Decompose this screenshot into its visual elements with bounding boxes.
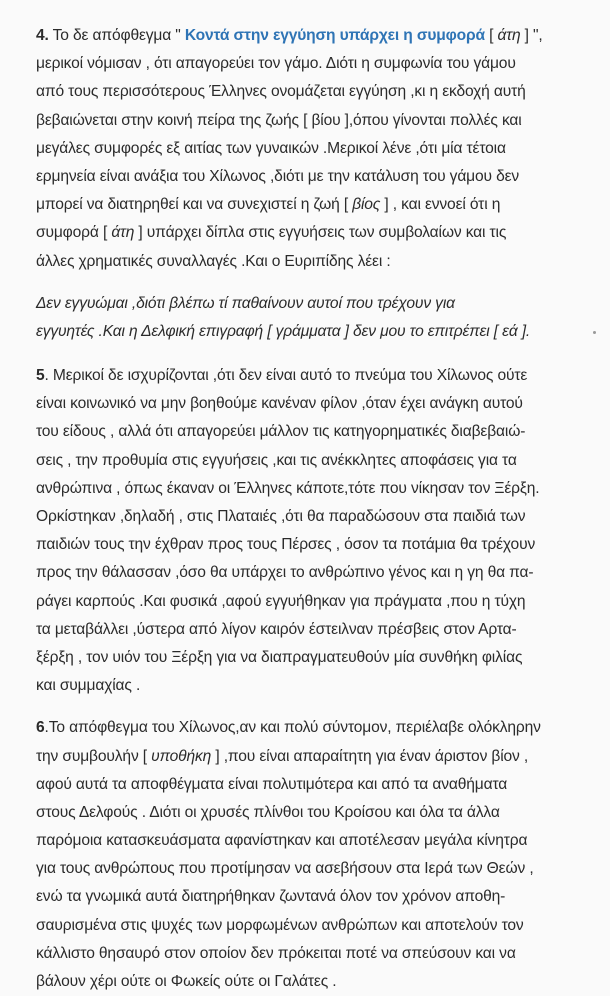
text-line: ερμηνεία είναι ανάξια του Χίλωνος ,διότι με την κατάλυση του γάμου δεν	[36, 167, 520, 185]
text-line	[36, 743, 602, 771]
text-line: ξέρξη , τον υιόν του Ξέρξη για να διαπραγματευθούν μία συνθήκη φιλίας	[36, 648, 523, 666]
text-span: [	[484, 27, 498, 44]
paragraph-5	[36, 362, 602, 700]
text-line: παιδιών τους την έχθραν προς τους Πέρσες , όσον τα ποτάμια θα τρέχουν	[36, 536, 536, 554]
text-span: ] , και εννοεί ότι η	[380, 196, 501, 214]
text-line: μεγάλες συμφορές εξ αιτίας των γυναικών .Μερικοί λένε ,ότι μία τέτοια	[36, 139, 506, 157]
text-line: ανθρώπινα , όπως έκαναν οι Έλληνες κάποτε,τότε που νίκησαν τον Ξέρξη.	[36, 479, 540, 497]
text-line: για τους ανθρώπους που προτίμησαν να ασεβήσουν στα Ιερά των Θεών ,	[36, 860, 534, 878]
document-page	[36, 22, 602, 996]
text-span: ] ,που είναι απαραίτητη για έναν άριστον βίον ,	[211, 747, 529, 765]
paragraph-number: 5	[36, 367, 45, 385]
text-line: σαυρισμένα στις ψυχές των μορφωμένων ανθρώπων και αποτελούν τον	[36, 916, 524, 934]
text-line: ράγει καρπούς .Και φυσικά ,αφού εγγυήθηκαν για πράγματα ,που η τύχη	[36, 592, 526, 610]
text-line: σεις , την προθυμία στις εγγυήσεις ,και τις ανέκκλητες αποφάσεις για τα	[36, 451, 517, 469]
text-span: την συμβουλήν [	[36, 747, 152, 765]
text-line: βάλουν χέρι ούτε οι Φωκείς ούτε οι Γαλάτες .	[36, 973, 337, 990]
text-line: Ορκίστηκαν ,δηλαδή , στις Πλαταιές ,ότι θα παραδώσουν στα παιδιά των	[36, 508, 526, 525]
text-line	[36, 191, 602, 219]
text-line: άλλες χρηματικές συναλλαγές .Και ο Ευριπίδης λέει :	[36, 252, 391, 270]
text-line: από τους περισσότερους Έλληνες ονομάζεται εγγύηση ,κι η εκδοχή αυτή	[36, 83, 526, 101]
text-line: βεβαιώνεται στην κοινή πείρα της ζωής [ βίου ],όπου γίνονται πολλές και	[36, 111, 522, 129]
italic-term: άτη	[111, 224, 135, 242]
text-line: προς την θάλασσαν ,όσο θα υπάρχει το ανθρώπινο γένος και η γη θα πα-	[36, 564, 534, 582]
paragraph-number: 6	[36, 719, 45, 737]
text-line	[36, 714, 602, 742]
text-line: και συμμαχίας .	[36, 677, 141, 695]
text-line	[36, 22, 602, 50]
text-span: Το δε απόφθεγμα "	[48, 27, 185, 44]
text-line: τα μεταβάλλει ,ύστερα από λίγον καιρόν έστειλναν πρέσβεις στον Αρτα-	[36, 620, 517, 638]
highlighted-quote: Κοντά στην εγγύηση υπάρχει η συμφορά	[184, 27, 485, 44]
text-line: κάλλιστο θησαυρό στον οποίον δεν πρόκειται ποτέ να σπεύσουν και να	[36, 944, 516, 962]
text-line	[36, 219, 602, 247]
text-line: είναι κοινωνικό να μην βοηθούμε κανέναν φίλον ,όταν έχει ανάγκη αυτού	[36, 395, 523, 413]
text-line: παρόμοια κατασκευάσματα αφανίστηκαν και αποτέλεσαν μεγάλα κίνητρα	[36, 832, 528, 850]
italic-term: άτη	[497, 27, 521, 44]
text-span: ] ",	[520, 27, 543, 44]
italic-term: βίος	[352, 196, 381, 214]
italic-term: υποθήκη	[151, 747, 212, 765]
paragraph-4	[36, 22, 602, 276]
text-line: μερικοί νόμισαν , ότι απαγορεύει τον γάμο. Διότι η συμφωνία του γάμου	[36, 55, 516, 73]
text-line: του είδους , αλλά ότι απαγορεύει μάλλον τις κατηγορηματικές διαβεβαιώ-	[36, 423, 526, 441]
text-line: στους Δελφούς . Διότι οι χρυσές πλίνθοι του Κροίσου και όλα τα άλλα	[36, 803, 500, 821]
scan-speck	[593, 331, 596, 334]
text-line: ενώ τα γνωμικά αυτά διατηρήθηκαν ζωντανά όλον τον χρόνον αποθη-	[36, 888, 506, 906]
paragraph-6	[36, 714, 602, 996]
text-span: μπορεί να διατηρηθεί και να συνεχιστεί η ζωή [	[36, 196, 353, 214]
text-line: Δεν εγγυώμαι ,διότι βλέπω τί παθαίνουν αυτοί που τρέχουν για	[36, 294, 455, 312]
text-line: αφού αυτά τα αποφθέγματα είναι πολυτιμότερα και από τα αναθήματα	[36, 775, 508, 793]
text-span: ] υπάρχει δίπλα στις εγγυήσεις των συμβολαίων και τις	[134, 224, 507, 242]
euripides-quote	[36, 290, 602, 346]
paragraph-number: 4.	[36, 27, 49, 44]
text-span: συμφορά [	[36, 224, 112, 242]
text-span: .Το απόφθεγμα του Χίλωνος,αν και πολύ σύντομον, περιέλαβε ολόκληρην	[44, 719, 541, 737]
text-line: εγγυητές .Και η Δελφική επιγραφή [ γράμματα ] δεν μου το επιτρέπει [ εά ].	[36, 322, 531, 340]
text-span: . Μερικοί δε ισχυρίζονται ,ότι δεν είναι αυτό το πνεύμα του Χίλωνος ούτε	[44, 367, 528, 385]
text-line	[36, 362, 602, 390]
